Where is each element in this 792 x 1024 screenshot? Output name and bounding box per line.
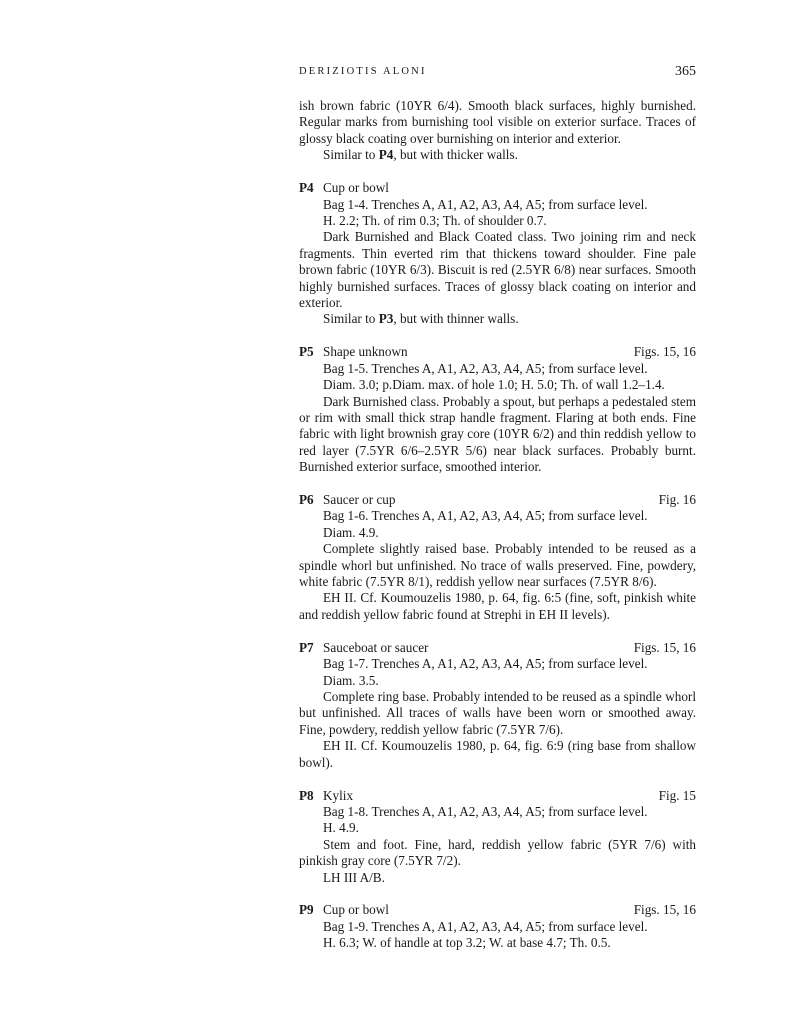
entry-paragraph: Diam. 4.9. [323,524,379,540]
entry-paragraph: Diam. 3.0; p.Diam. max. of hole 1.0; H. 5.0; Th. of wall 1.2–1.4. [323,377,665,393]
page-header [299,64,696,82]
entry-title: Cup or bowl [323,180,389,196]
page-number: 365 [675,64,696,79]
entry-paragraph: Bag 1-4. Trenches A, A1, A2, A3, A4, A5; from surface level. [323,196,648,212]
entry-paragraph: Dark Burnished class. Probably a spout, but perhaps a pedestaled stem or rim with small thick strap handle fragment. Flaring at both ends. Fine fabric with light brownish gray core (10YR 6/2) and thin reddish yellow to red layer (7.5YR 6/6–2.5YR 5/6) near black surfaces. Probably burnt. Burnished exterior surface, smoothed interior. [299,393,696,475]
entry-heading [299,788,696,804]
catalog-entry-p4 [299,180,696,328]
entry-paragraph: H. 4.9. [323,820,359,836]
entry-paragraph: Bag 1-6. Trenches A, A1, A2, A3, A4, A5; from surface level. [323,508,648,524]
entry-paragraph: LH III A/B. [323,869,385,885]
catalog-entry-p5 [299,344,696,475]
running-head: DERIZIOTIS ALONI [299,66,427,77]
catalog-entry-p9 [299,902,696,951]
catalog-entry-p7 [299,640,696,771]
entry-paragraph: Bag 1-5. Trenches A, A1, A2, A3, A4, A5; from surface level. [323,360,648,376]
entry-heading [299,492,696,508]
figure-reference: Figs. 15, 16 [633,639,696,655]
figure-reference: Figs. 15, 16 [633,902,696,918]
entry-title: Saucer or cup [323,492,396,508]
entry-number: P8 [299,787,314,803]
figure-reference: Fig. 15 [658,787,696,803]
entry-paragraph: Complete slightly raised base. Probably intended to be reused as a spindle whorl but unfinished. No trace of walls preserved. Fine, powdery, white fabric (7.5YR 8/1), reddish yellow near surfaces (7.5YR 8/6). [299,541,696,590]
entry-heading [299,344,696,360]
entry-paragraph: Bag 1-9. Trenches A, A1, A2, A3, A4, A5; from surface level. [323,918,648,934]
figure-reference: Figs. 15, 16 [633,344,696,360]
entry-number: P4 [299,180,314,196]
entry-number: P5 [299,344,314,360]
page-body [299,98,696,952]
entry-number: P7 [299,639,314,655]
catalog-ref: P3 [378,311,394,327]
similar-note: Similar to P4, but with thicker walls. [323,147,518,163]
catalog-entry-p8 [299,788,696,886]
entry-paragraph: H. 6.3; W. of handle at top 3.2; W. at base 4.7; Th. 0.5. [323,935,611,951]
entry-paragraph: Stem and foot. Fine, hard, reddish yellow fabric (5YR 7/6) with pinkish gray core (7.5YR 7/2). [299,836,696,869]
entry-paragraph: H. 2.2; Th. of rim 0.3; Th. of shoulder 0.7. [323,212,547,228]
entry-paragraph: EH II. Cf. Koumouzelis 1980, p. 64, fig. 6:5 (fine, soft, pinkish white and reddish yellow fabric found at Strephi in EH II levels). [299,590,696,622]
catalog-entry-p6 [299,492,696,623]
entry-heading [299,902,696,918]
entry-heading [299,640,696,656]
entry-paragraph: Complete ring base. Probably intended to be reused as a spindle whorl but unfinished. All traces of walls have been worn or smoothed away. Fine, powdery, reddish yellow fabric (7.5YR 7/6). [299,689,696,737]
entry-title: Kylix [323,787,354,803]
entry-title: Sauceboat or saucer [323,639,429,655]
similar-note: Similar to P3, but with thinner walls. [323,311,519,327]
entry-paragraph: Diam. 3.5. [323,672,379,688]
entry-number: P9 [299,902,314,918]
entry-title: Cup or bowl [323,902,389,918]
entry-paragraph: Bag 1-8. Trenches A, A1, A2, A3, A4, A5; from surface level. [323,803,648,819]
entry-paragraph: Dark Burnished and Black Coated class. Two joining rim and neck fragments. Thin everted rim that thickens toward shoulder. Fine pale brown fabric (10YR 6/3). Biscuit is red (2.5YR 6/8) near surfaces. Smooth highly burnished surfaces. Traces of glossy black coating on interior and exterior. [299,229,696,310]
continued-paragraph: ish brown fabric (10YR 6/4). Smooth black surfaces, highly burnished. Regular marks from burnishing tool visible on exterior surface. Traces of glossy black coating over burnishing on interior and exterior. [299,98,696,146]
catalog-ref: P4 [378,147,394,163]
entry-title: Shape unknown [323,344,408,360]
entry-paragraph: EH II. Cf. Koumouzelis 1980, p. 64, fig. 6:9 (ring base from shallow bowl). [299,738,696,770]
figure-reference: Fig. 16 [658,492,696,508]
entry-heading [299,180,696,196]
entry-number: P6 [299,492,314,508]
entry-paragraph: Bag 1-7. Trenches A, A1, A2, A3, A4, A5; from surface level. [323,656,648,672]
